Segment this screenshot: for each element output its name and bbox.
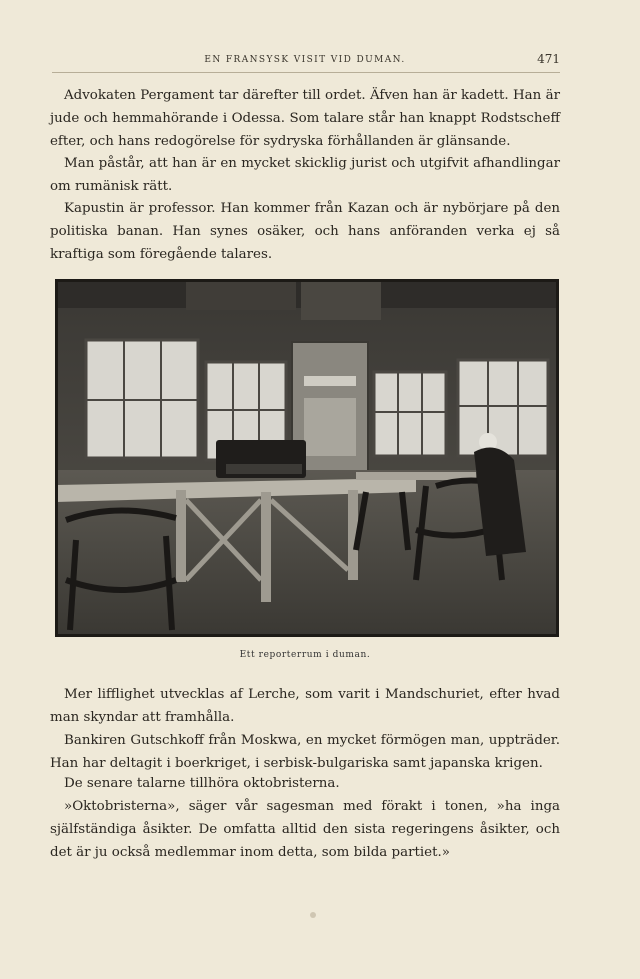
- paragraph: Advokaten Pergament tar därefter till ordet. Äfven han är kadett. Han är jude och hemmahörande i Odessa. Som talare står han knappt Rodstscheff efter, och hans redogörelse för sydryska förhållanden är glänsande.: [50, 88, 560, 149]
- header-rule: [52, 72, 560, 73]
- paragraph: Kapustin är professor. Han kommer från Kazan och är nybörjare på den politiska banan. Han synes osäker, och hans anföranden verka ej så kraftiga som föregående talares.: [50, 201, 560, 262]
- paragraph: »Oktobristerna», säger vår sagesman med förakt i tonen, »ha inga själfständiga åsikter. De omfatta alltid den sista regeringens åsikter, och det är ju också medlemmar inom detta, som bilda partiet.»: [50, 799, 560, 860]
- paragraph: De senare talarne tillhöra oktobristerna.: [64, 776, 340, 791]
- running-head: [50, 52, 560, 72]
- photo-illustration: [56, 280, 558, 636]
- page-number: 471: [537, 52, 560, 66]
- figure-caption: Ett reporterrum i duman.: [239, 650, 371, 660]
- running-title: EN FRANSYSK VISIT VID DUMAN.: [204, 55, 406, 65]
- paragraph: Bankiren Gutschkoff från Moskwa, en mycket förmögen man, uppträder. Han har deltagit i boerkriget, i serbisk-bulgariska samt japanska krigen.: [50, 733, 560, 771]
- reporter-room-photo: [55, 279, 559, 637]
- paragraph: Mer lifflighet utvecklas af Lerche, som varit i Mandschuriet, efter hvad man skyndar att framhålla.: [50, 687, 560, 725]
- paragraph: Man påstår, att han är en mycket skicklig jurist och utgifvit afhandlingar om rumänisk rätt.: [50, 156, 560, 194]
- page-speck: [310, 912, 316, 918]
